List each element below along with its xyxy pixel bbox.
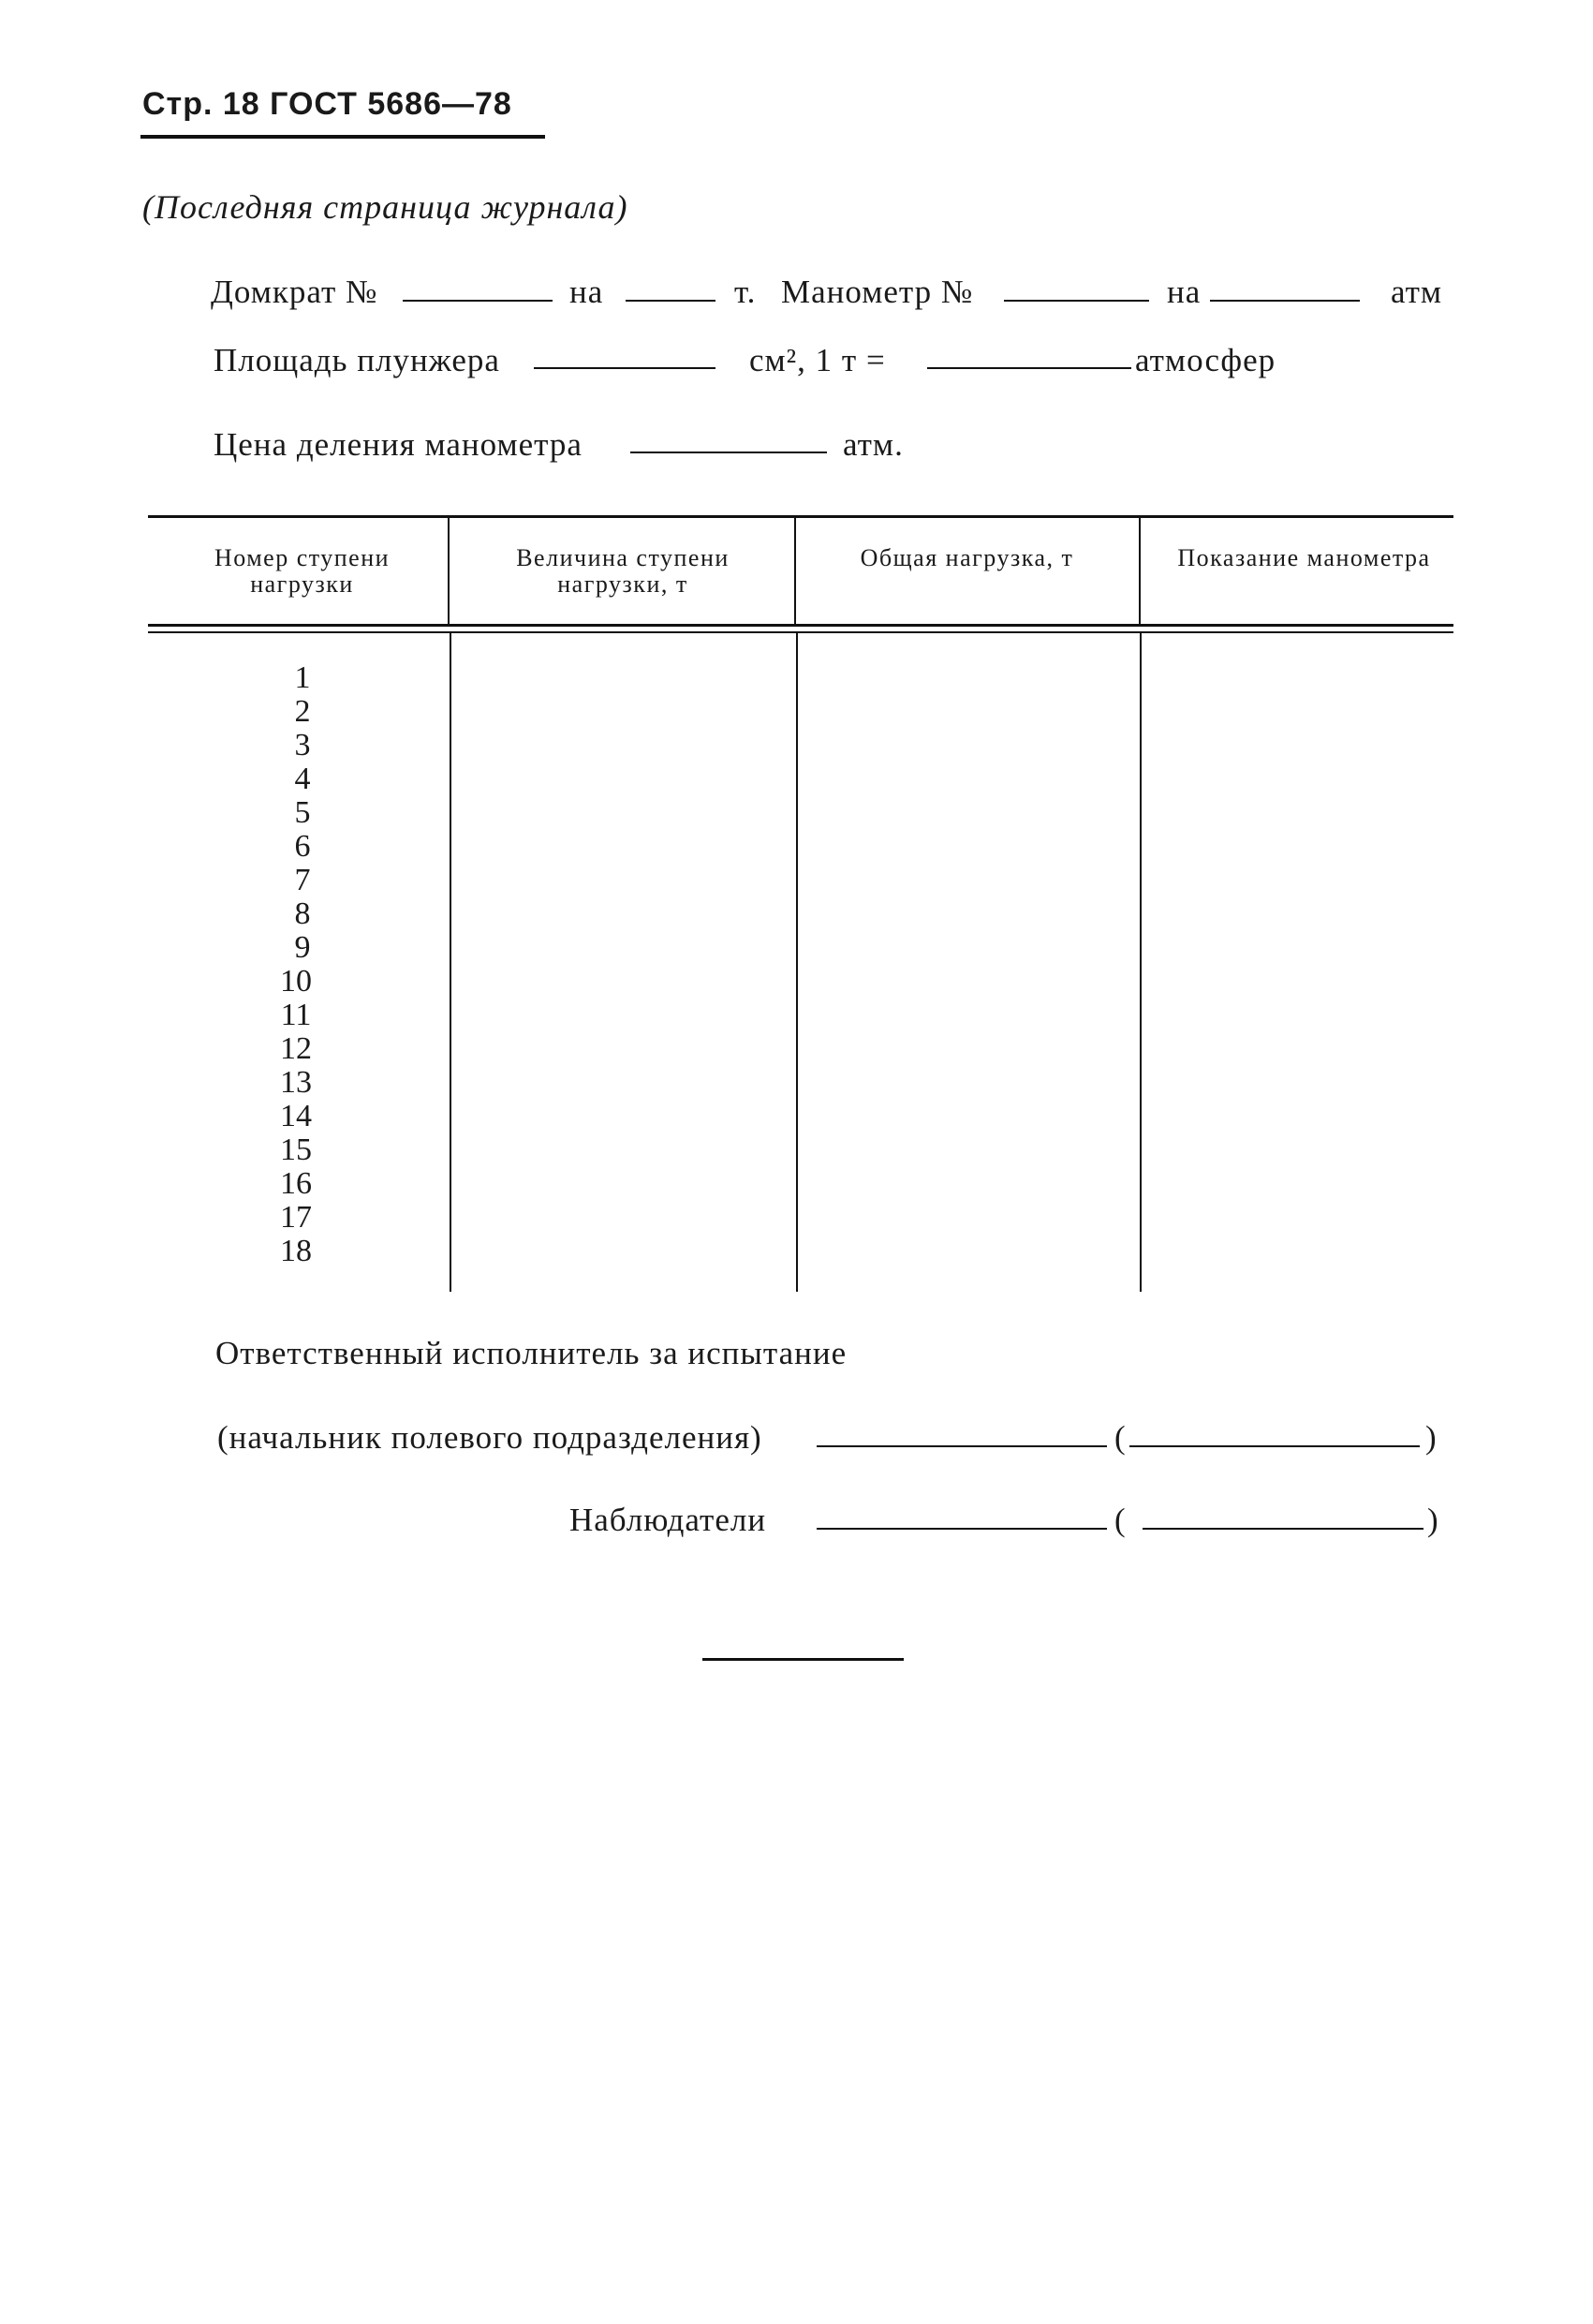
plunger-area-field[interactable] bbox=[534, 367, 715, 369]
on-label-1: на bbox=[569, 274, 604, 310]
observers-signature-field[interactable] bbox=[817, 1528, 1107, 1530]
table-row: 12 bbox=[280, 1031, 312, 1066]
table-row: 5 bbox=[294, 795, 311, 830]
responsible-label: Ответственный исполнитель за испытание bbox=[215, 1335, 848, 1371]
plunger-area-label: Площадь плунжера bbox=[214, 342, 500, 378]
jack-label: Домкрат № bbox=[211, 274, 378, 310]
table-row: 1 bbox=[294, 660, 311, 695]
table-row: 8 bbox=[294, 896, 311, 931]
column-header-total-load: Общая нагрузка, т bbox=[860, 544, 1074, 571]
table-row: 16 bbox=[280, 1166, 312, 1201]
page-header bbox=[142, 86, 512, 123]
chief-name-field[interactable] bbox=[1129, 1445, 1420, 1447]
table-header-rule-2 bbox=[148, 631, 1453, 633]
table-row: 4 bbox=[294, 762, 311, 796]
atm-unit: атм bbox=[1391, 274, 1443, 310]
table-row: 18 bbox=[280, 1234, 312, 1268]
observers-open-paren: ( bbox=[1114, 1502, 1127, 1538]
chief-label: (начальник полевого подразделения) bbox=[217, 1419, 762, 1456]
column-divider-1-head bbox=[448, 518, 450, 624]
standard-number: ГОСТ 5686—78 bbox=[270, 86, 512, 122]
jack-number-field[interactable] bbox=[403, 300, 553, 302]
column-header-step-value: Величина ступени нагрузки, т bbox=[516, 544, 730, 598]
column-header-manometer-reading: Показание манометра bbox=[1177, 544, 1431, 571]
t-unit: т. bbox=[734, 274, 757, 310]
table-row: 7 bbox=[294, 863, 311, 897]
table-row: 14 bbox=[280, 1099, 312, 1133]
chief-signature-field[interactable] bbox=[817, 1445, 1107, 1447]
page-subtitle: (Последняя страница журнала) bbox=[142, 188, 628, 226]
atm-abbrev: атм. bbox=[843, 426, 904, 463]
observers-close-paren: ) bbox=[1427, 1502, 1439, 1538]
page-number: Стр. 18 bbox=[142, 86, 260, 122]
jack-capacity-field[interactable] bbox=[626, 300, 715, 302]
table-row: 9 bbox=[294, 930, 311, 965]
table-top-rule bbox=[148, 515, 1453, 518]
table-row: 6 bbox=[294, 829, 311, 864]
column-divider-2 bbox=[796, 633, 798, 1292]
table-header-rule-1 bbox=[148, 624, 1453, 627]
column-header-step-number: Номер ступени нагрузки bbox=[214, 544, 391, 598]
table-row: 15 bbox=[280, 1132, 312, 1167]
column-divider-2-head bbox=[794, 518, 796, 624]
chief-open-paren: ( bbox=[1114, 1419, 1127, 1456]
chief-close-paren: ) bbox=[1425, 1419, 1438, 1456]
table-row: 11 bbox=[280, 998, 312, 1032]
closing-rule bbox=[702, 1658, 904, 1661]
observers-name-field[interactable] bbox=[1143, 1528, 1423, 1530]
observers-label: Наблюдатели bbox=[569, 1502, 767, 1538]
atmospheres-text: атмосфер bbox=[1135, 342, 1276, 378]
manometer-range-field[interactable] bbox=[1210, 300, 1360, 302]
header-underline bbox=[140, 135, 545, 139]
column-divider-3-head bbox=[1139, 518, 1141, 624]
on-label-2: на bbox=[1167, 274, 1202, 310]
column-divider-1 bbox=[450, 633, 451, 1292]
manometer-number-field[interactable] bbox=[1004, 300, 1149, 302]
cm2-text: см², 1 т = bbox=[749, 342, 886, 378]
ton-equivalent-field[interactable] bbox=[927, 367, 1131, 369]
table-row: 10 bbox=[280, 964, 312, 999]
column-divider-3 bbox=[1140, 633, 1142, 1292]
table-row: 3 bbox=[294, 728, 311, 762]
division-price-field[interactable] bbox=[630, 451, 827, 453]
table-row: 2 bbox=[294, 694, 311, 729]
table-row: 17 bbox=[280, 1200, 312, 1235]
manometer-label: Манометр № bbox=[781, 274, 974, 310]
division-price-label: Цена деления манометра bbox=[214, 426, 583, 463]
table-row: 13 bbox=[280, 1065, 312, 1100]
